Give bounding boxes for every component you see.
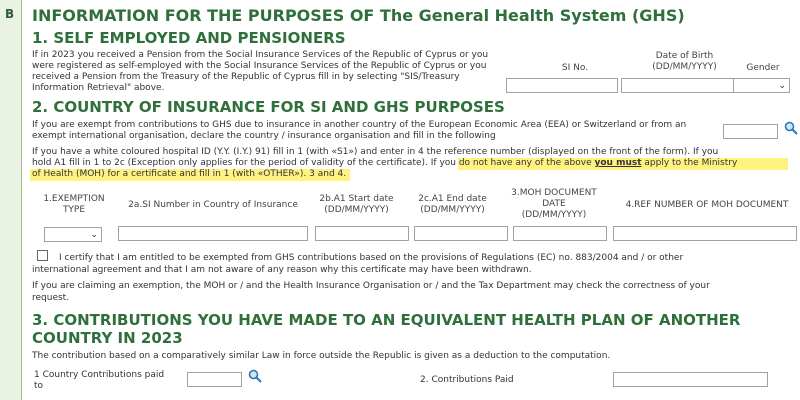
certify-text-line-1: I certify that I am entitled to be exempted from GHS contributions based on the provisions of Regulations (EC) no. 883/2004 and / or other xyxy=(59,253,684,263)
chevron-down-icon: ⌄ xyxy=(778,81,786,91)
search-icon[interactable] xyxy=(784,121,798,135)
section-3-heading-line-2: COUNTRY IN 2023 xyxy=(32,329,183,347)
moh-document-date-label: 3.MOH DOCUMENT DATE (DD/MM/YYYY) xyxy=(511,188,597,220)
contributions-paid-label: 2. Contributions Paid xyxy=(420,375,514,385)
contributions-paid-input[interactable] xyxy=(613,372,768,387)
country-contributions-input[interactable] xyxy=(187,372,242,387)
claim-text-line-2: request. xyxy=(32,293,70,303)
section-3-text: The contribution based on a comparatively similar Law in force outside the Republic is given as a deduction to the computation. xyxy=(32,351,611,361)
country-insurance-input[interactable] xyxy=(723,124,778,139)
section-2-heading: 2. COUNTRY OF INSURANCE FOR SI AND GHS PURPOSES xyxy=(32,98,505,116)
moh-ref-number-label: 4.REF NUMBER OF MOH DOCUMENT xyxy=(625,200,789,210)
section-2-text-b: If you have a white coloured hospital ID (Y.Y. (I.Y.) 91) fill in 1 (with «S1») and enter in 4 the reference number (displayed on the front of the form). If you hold A1 fill in 1 to 2c (Exception only applies for the period of validity of the certificate). If you do not have any of the above you must apply to the Ministry of Health (MOH) for a certificate and fill in 1 (with «OTHER»). 3 and 4. xyxy=(32,147,738,179)
si-number-country-input[interactable] xyxy=(118,226,308,241)
a1-start-date-label: 2b.A1 Start date (DD/MM/YYYY) xyxy=(319,194,394,215)
section-1-heading: 1. SELF EMPLOYED AND PENSIONERS xyxy=(32,29,346,47)
moh-document-date-input[interactable] xyxy=(513,226,607,241)
certify-checkbox[interactable] xyxy=(37,250,48,261)
form-section-b xyxy=(22,0,800,400)
exemption-type-select[interactable] xyxy=(44,227,102,242)
country-contributions-label: 1 Country Contributions paid to xyxy=(34,370,165,391)
claim-text-line-1: If you are claiming an exemption, the MOH or / and the Health Insurance Organisation or / and the Tax Department may check the correctness of your xyxy=(32,281,710,291)
dob-label: Date of Birth (DD/MM/YYYY) xyxy=(652,51,717,72)
section-sidebar xyxy=(0,0,22,400)
a1-end-date-input[interactable] xyxy=(414,226,508,241)
section-1-text: If in 2023 you received a Pension from the Social Insurance Services of the Republic of Cyprus or you were registered as self-employed with the Social Insurance Services of the Republic of Cyprus or you received a Pension from the Treasury of the Republic of Cyprus fill in by selecting "SIS/Treasury Information Retrieval" above. xyxy=(32,50,489,93)
section-3-heading-line-1: 3. CONTRIBUTIONS YOU HAVE MADE TO AN EQUIVALENT HEALTH PLAN OF ANOTHER xyxy=(32,311,741,329)
si-number-country-label: 2a.SI Number in Country of Insurance xyxy=(128,200,298,210)
date-of-birth-input[interactable] xyxy=(621,78,743,93)
moh-ref-number-input[interactable] xyxy=(613,226,797,241)
chevron-down-icon: ⌄ xyxy=(90,230,98,240)
section-2-text-a: If you are exempt from contributions to GHS due to insurance in another country of the European Economic Area (EEA) or Switzerland or from an exempt international organisation, declare the country / insurance organisation and fill in the following xyxy=(32,120,687,141)
gender-select[interactable] xyxy=(733,78,790,93)
search-icon[interactable] xyxy=(248,369,262,383)
certify-text-line-2: international agreement and that I am not aware of any reason why this certificate may have been withdrawn. xyxy=(32,265,532,275)
section-title: INFORMATION FOR THE PURPOSES OF The General Health System (GHS) xyxy=(32,6,685,25)
si-no-input[interactable] xyxy=(506,78,618,93)
a1-start-date-input[interactable] xyxy=(315,226,409,241)
gender-label: Gender xyxy=(746,63,780,73)
a1-end-date-label: 2c.A1 End date (DD/MM/YYYY) xyxy=(418,194,487,215)
section-letter: B xyxy=(5,7,15,21)
exemption-type-label: 1.EXEMPTION TYPE xyxy=(43,194,105,215)
si-no-label: SI No. xyxy=(561,63,589,73)
